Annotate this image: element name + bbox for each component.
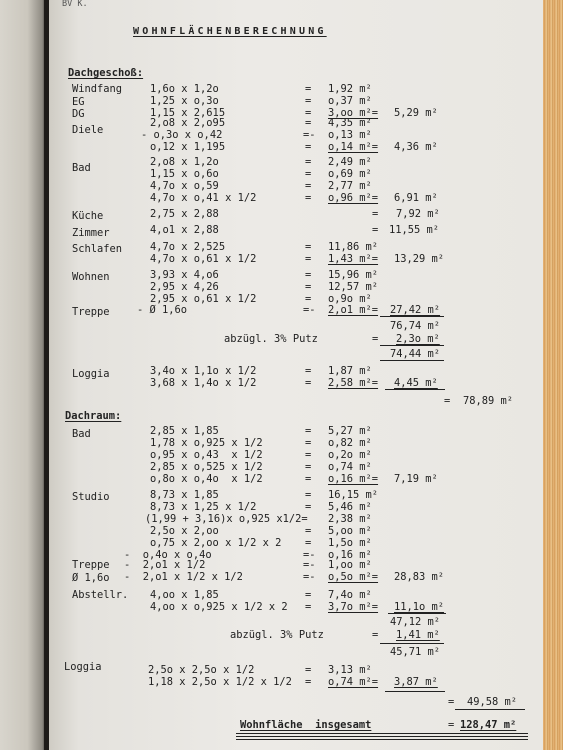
equals-sign: = bbox=[305, 253, 312, 265]
calc-expression: 4,7o x o,41 x 1/2 bbox=[150, 192, 257, 204]
equals-sign: = bbox=[305, 589, 312, 601]
room-label: Zimmer bbox=[72, 227, 110, 239]
room-sum: 5,29 m² bbox=[394, 107, 438, 119]
calc-expression: 2,85 x o,525 x 1/2 bbox=[150, 461, 263, 473]
calc-expression: o,95 x o,43 x 1/2 bbox=[150, 449, 263, 461]
calc-expression: 2,85 x 1,85 bbox=[150, 425, 219, 437]
line-value: 12,57 m² bbox=[328, 281, 379, 293]
calc-expression: 2,75 x 2,88 bbox=[150, 208, 219, 220]
facing-page-edge bbox=[0, 0, 46, 750]
line-value: 1,43 m²= bbox=[328, 253, 379, 265]
calc-expression: 1,15 x 2,615 bbox=[150, 107, 226, 119]
calc-expression: 4,o1 x 2,88 bbox=[150, 224, 219, 236]
line-value: 3,7o m²= bbox=[328, 601, 379, 613]
room-sum: 4,36 m² bbox=[394, 141, 438, 153]
section-total: 74,44 m² bbox=[390, 348, 441, 360]
equals-sign: = bbox=[305, 473, 312, 485]
equals-sign: = bbox=[305, 601, 312, 613]
equals-sign: = bbox=[305, 281, 312, 293]
calc-expression: 4,oo x 1,85 bbox=[150, 589, 219, 601]
equals-sign: =- bbox=[303, 129, 316, 141]
calc-expression: 2,95 x o,61 x 1/2 bbox=[150, 293, 257, 305]
calc-expression: 2,o8 x 1,2o bbox=[150, 156, 219, 168]
calc-expression: o,12 x 1,195 bbox=[150, 141, 226, 153]
header-mark: BV K. bbox=[62, 0, 88, 9]
equals-sign: = bbox=[305, 449, 312, 461]
equals-sign: = bbox=[305, 537, 312, 549]
room-label: Treppe bbox=[72, 306, 110, 318]
equals-sign: = bbox=[305, 437, 312, 449]
calc-expression: 3,93 x 4,o6 bbox=[150, 269, 219, 281]
equals-sign: = bbox=[305, 525, 312, 537]
sum-rule bbox=[455, 709, 525, 710]
room-label: DG bbox=[72, 108, 85, 120]
room-sum: 3,87 m² bbox=[394, 676, 438, 688]
calc-expression: 1,6o x 1,2o bbox=[150, 83, 219, 95]
equals-sign: = bbox=[372, 333, 379, 345]
room-sum: 4,45 m² bbox=[394, 377, 438, 389]
calc-expression: 2,5o x 2,oo bbox=[150, 525, 219, 537]
line-value: o,2o m² bbox=[328, 449, 372, 461]
line-value: 7,4o m² bbox=[328, 589, 372, 601]
room-sum: 28,83 m² bbox=[394, 571, 445, 583]
calc-expression: 4,7o x o,61 x 1/2 bbox=[150, 253, 257, 265]
sum-rule bbox=[380, 345, 444, 346]
page-title: WOHNFLÄCHENBERECHNUNG bbox=[133, 26, 327, 37]
line-value: 2,77 m² bbox=[328, 180, 372, 192]
room-label: Abstellr. bbox=[72, 589, 129, 601]
calc-expression: 1,15 x o,6o bbox=[150, 168, 219, 180]
line-value: 3,13 m² bbox=[328, 664, 372, 676]
section-heading: Dachgeschoß: bbox=[68, 67, 144, 79]
equals-sign: =- bbox=[303, 549, 316, 561]
equals-sign: = bbox=[305, 489, 312, 501]
putz-label: abzügl. 3% Putz bbox=[224, 333, 318, 345]
equals-sign: = bbox=[305, 377, 312, 389]
equals-sign: = bbox=[305, 461, 312, 473]
line-value: 1,oo m² bbox=[328, 559, 372, 571]
line-value: o,74 m² bbox=[328, 461, 372, 473]
equals-sign: = bbox=[305, 117, 312, 129]
section-total: 45,71 m² bbox=[390, 646, 441, 658]
calc-expression: o,75 x 2,oo x 1/2 x 2 bbox=[150, 537, 282, 549]
room-label: Loggia bbox=[72, 368, 110, 380]
equals-sign: =- bbox=[303, 559, 316, 571]
subtotal: 76,74 m² bbox=[390, 320, 441, 332]
equals-sign: = bbox=[305, 107, 312, 119]
section-grand-total: 78,89 m² bbox=[463, 395, 514, 407]
line-value: o,82 m² bbox=[328, 437, 372, 449]
line-value: o,13 m² bbox=[328, 129, 372, 141]
calc-expression: 3,68 x 1,4o x 1/2 bbox=[150, 377, 257, 389]
line-value: 2,o1 m²= bbox=[328, 304, 379, 316]
line-value: o,69 m² bbox=[328, 168, 372, 180]
calc-expression: (1,99 + 3,16)x o,925 x1/2= bbox=[145, 513, 308, 525]
line-value: 16,15 m² bbox=[328, 489, 379, 501]
total-living-area-value: 128,47 m² bbox=[460, 719, 517, 731]
calc-expression: - Ø 1,6o bbox=[137, 304, 188, 316]
room-sum: 7,19 m² bbox=[394, 473, 438, 485]
sum-rule bbox=[380, 360, 444, 361]
calc-expression: 1,78 x o,925 x 1/2 bbox=[150, 437, 263, 449]
calc-expression: 4,7o x 2,525 bbox=[150, 241, 226, 253]
sum-rule bbox=[385, 389, 445, 390]
room-label: Ø 1,6o bbox=[72, 572, 110, 584]
putz-value: 2,3o m² bbox=[396, 333, 440, 345]
equals-sign: = bbox=[305, 83, 312, 95]
line-value: 2,38 m² bbox=[328, 513, 372, 525]
line-value: 11,86 m² bbox=[328, 241, 379, 253]
sum-rule bbox=[388, 613, 446, 614]
equals-sign: = bbox=[305, 425, 312, 437]
calc-expression: 2,95 x 4,26 bbox=[150, 281, 219, 293]
line-value: 15,96 m² bbox=[328, 269, 379, 281]
calc-expression: o,8o x o,4o x 1/2 bbox=[150, 473, 263, 485]
page-stack-edge bbox=[543, 0, 563, 750]
calc-expression: 8,73 x 1,85 bbox=[150, 489, 219, 501]
equals-sign: = bbox=[305, 192, 312, 204]
room-sum: 11,55 m² bbox=[389, 224, 440, 236]
line-value: o,5o m²= bbox=[328, 571, 379, 583]
equals-sign: = bbox=[372, 208, 379, 220]
calc-expression: - 2,o1 x 1/2 x 1/2 bbox=[124, 571, 243, 583]
room-sum: 7,92 m² bbox=[396, 208, 440, 220]
sum-rule bbox=[380, 643, 444, 644]
equals-sign: = bbox=[305, 241, 312, 253]
line-value: o,16 m²= bbox=[328, 473, 379, 485]
line-value: o,14 m²= bbox=[328, 141, 379, 153]
room-label: Studio bbox=[72, 491, 110, 503]
equals-sign: = bbox=[448, 696, 455, 708]
room-label: Küche bbox=[72, 210, 104, 222]
line-value: 1,87 m² bbox=[328, 365, 372, 377]
equals-sign: =- bbox=[303, 571, 316, 583]
equals-sign: = bbox=[305, 168, 312, 180]
room-label: Windfang bbox=[72, 83, 123, 95]
calc-expression: 2,o8 x 2,o95 bbox=[150, 117, 226, 129]
line-value: 5,46 m² bbox=[328, 501, 372, 513]
room-label: Wohnen bbox=[72, 271, 110, 283]
line-value: o,9o m² bbox=[328, 293, 372, 305]
equals-sign: = bbox=[448, 719, 455, 731]
room-sum: 13,29 m² bbox=[394, 253, 445, 265]
calc-expression: 4,oo x o,925 x 1/2 x 2 bbox=[150, 601, 288, 613]
line-value: o,37 m² bbox=[328, 95, 372, 107]
room-sum: 6,91 m² bbox=[394, 192, 438, 204]
equals-sign: = bbox=[305, 180, 312, 192]
equals-sign: = bbox=[305, 269, 312, 281]
calc-expression: - 2,o1 x 1/2 bbox=[124, 559, 206, 571]
room-label: Diele bbox=[72, 124, 104, 136]
equals-sign: = bbox=[372, 224, 379, 236]
line-value: 5,27 m² bbox=[328, 425, 372, 437]
room-label: Treppe bbox=[72, 559, 110, 571]
double-rule bbox=[236, 739, 528, 740]
equals-sign: = bbox=[305, 664, 312, 676]
calc-expression: 4,7o x o,59 bbox=[150, 180, 219, 192]
line-value: 5,oo m² bbox=[328, 525, 372, 537]
room-label: EG bbox=[72, 96, 85, 108]
calc-expression: 1,18 x 2,5o x 1/2 x 1/2 bbox=[148, 676, 292, 688]
double-rule bbox=[236, 736, 528, 737]
calc-expression: 2,5o x 2,5o x 1/2 bbox=[148, 664, 255, 676]
double-rule bbox=[236, 733, 528, 734]
calc-expression: - o,4o x o,4o bbox=[124, 549, 212, 561]
line-value: o,96 m²= bbox=[328, 192, 379, 204]
putz-value: 1,41 m² bbox=[396, 629, 440, 641]
putz-label: abzügl. 3% Putz bbox=[230, 629, 324, 641]
equals-sign: = bbox=[305, 676, 312, 688]
room-label: Loggia bbox=[64, 661, 102, 673]
equals-sign: =- bbox=[303, 304, 316, 316]
line-value: o,16 m² bbox=[328, 549, 372, 561]
calc-expression: - o,3o x o,42 bbox=[141, 129, 223, 141]
sum-rule bbox=[385, 691, 445, 692]
line-value: 4,35 m² bbox=[328, 117, 372, 129]
equals-sign: = bbox=[305, 365, 312, 377]
section-heading: Dachraum: bbox=[65, 410, 122, 422]
line-value: 1,5o m² bbox=[328, 537, 372, 549]
equals-sign: = bbox=[305, 141, 312, 153]
room-label: Bad bbox=[72, 428, 91, 440]
sum-rule bbox=[380, 316, 444, 317]
equals-sign: = bbox=[444, 395, 451, 407]
equals-sign: = bbox=[305, 501, 312, 513]
line-value: 2,58 m²= bbox=[328, 377, 379, 389]
room-sum: 11,1o m² bbox=[394, 601, 445, 613]
equals-sign: = bbox=[305, 156, 312, 168]
total-living-area-label: Wohnfläche insgesamt bbox=[240, 719, 372, 731]
line-value: 2,49 m² bbox=[328, 156, 372, 168]
room-label: Bad bbox=[72, 162, 91, 174]
subtotal: 47,12 m² bbox=[390, 616, 441, 628]
calc-expression: 1,25 x o,3o bbox=[150, 95, 219, 107]
equals-sign: = bbox=[305, 95, 312, 107]
room-sum: 27,42 m² bbox=[390, 304, 441, 316]
calc-expression: 8,73 x 1,25 x 1/2 bbox=[150, 501, 257, 513]
equals-sign: = bbox=[372, 629, 379, 641]
line-value: o,74 m²= bbox=[328, 676, 379, 688]
calc-expression: 3,4o x 1,1o x 1/2 bbox=[150, 365, 257, 377]
line-value: 1,92 m² bbox=[328, 83, 372, 95]
line-value: 3,oo m²= bbox=[328, 107, 379, 119]
room-label: Schlafen bbox=[72, 243, 123, 255]
equals-sign: = bbox=[305, 293, 312, 305]
section-grand-total: 49,58 m² bbox=[467, 696, 518, 708]
